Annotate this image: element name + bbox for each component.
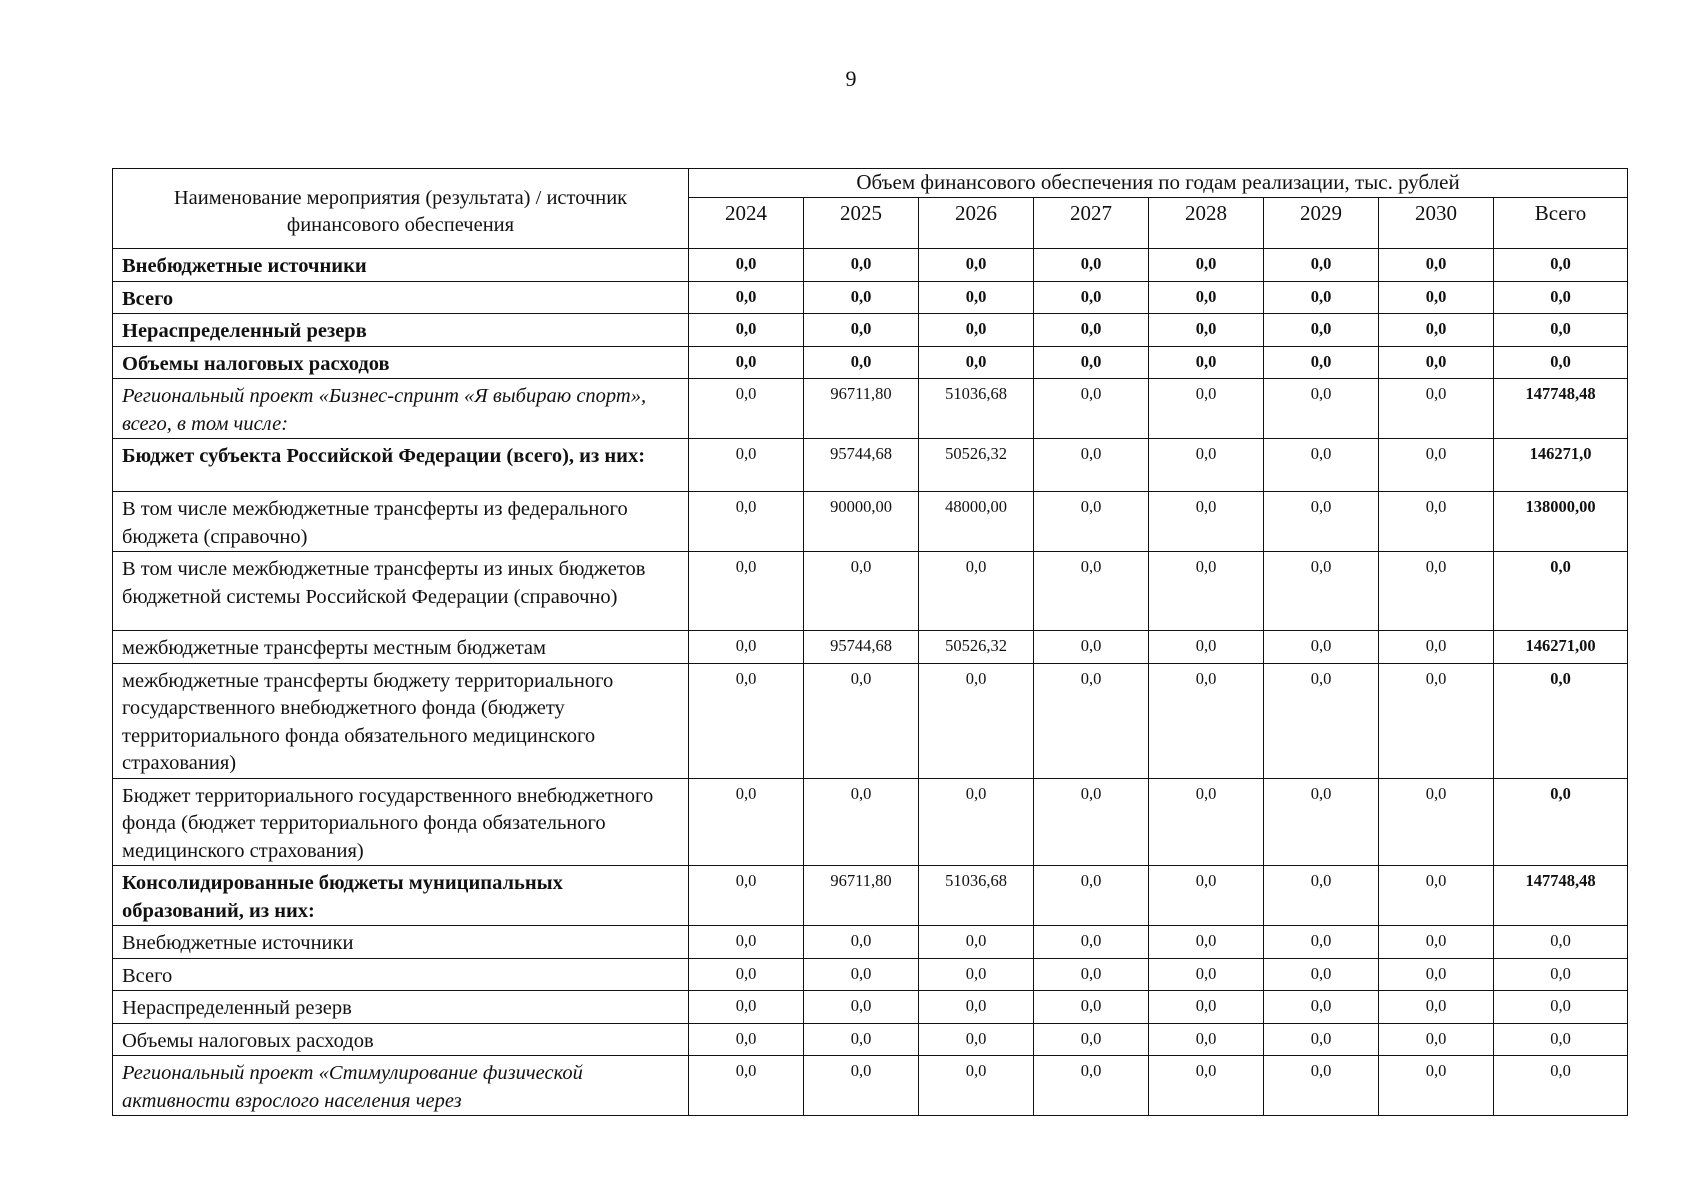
- row-value-cell: 0,0: [1264, 631, 1379, 664]
- row-value-cell: 0,0: [1034, 926, 1149, 959]
- row-value-cell: 0,0: [1379, 663, 1494, 778]
- table-row: [113, 958, 1628, 991]
- table-body: [113, 249, 1628, 1116]
- row-value-cell: 0,0: [1264, 346, 1379, 379]
- row-value-cell: 0,0: [804, 249, 919, 282]
- row-value-cell: 0,0: [1379, 552, 1494, 631]
- row-value-cell: 0,0: [689, 314, 804, 347]
- row-value-cell: 0,0: [689, 379, 804, 439]
- row-value-cell: 0,0: [689, 631, 804, 664]
- row-value-cell: 0,0: [1264, 552, 1379, 631]
- table-row: [113, 778, 1628, 866]
- row-name: Внебюджетные источники: [113, 249, 689, 282]
- row-total-cell: 138000,00: [1494, 492, 1628, 552]
- row-value-cell: 0,0: [1264, 958, 1379, 991]
- row-value-cell: 0,0: [804, 346, 919, 379]
- row-value-cell: 0,0: [689, 926, 804, 959]
- row-value-cell: 0,0: [1264, 866, 1379, 926]
- row-value-cell: 0,0: [919, 314, 1034, 347]
- table-row: [113, 552, 1628, 631]
- row-value-cell: 0,0: [1034, 346, 1149, 379]
- row-value-cell: 51036,68: [919, 379, 1034, 439]
- row-value-cell: 0,0: [689, 958, 804, 991]
- row-value-cell: 0,0: [1264, 1056, 1379, 1116]
- row-value-cell: 0,0: [689, 866, 804, 926]
- table-row: [113, 439, 1628, 492]
- row-value-cell: 0,0: [1034, 631, 1149, 664]
- row-value-cell: 0,0: [1034, 314, 1149, 347]
- row-name: Объемы налоговых расходов: [113, 346, 689, 379]
- row-value-cell: 0,0: [1149, 991, 1264, 1024]
- table-header: [113, 169, 1628, 249]
- row-value-cell: 0,0: [689, 778, 804, 866]
- row-total-cell: 0,0: [1494, 926, 1628, 959]
- financing-table: [112, 168, 1628, 1116]
- row-value-cell: 0,0: [1149, 552, 1264, 631]
- row-value-cell: 50526,32: [919, 439, 1034, 492]
- row-value-cell: 0,0: [1379, 379, 1494, 439]
- row-value-cell: 0,0: [1034, 439, 1149, 492]
- row-value-cell: 0,0: [1149, 346, 1264, 379]
- header-year: 2024: [689, 198, 804, 249]
- row-total-cell: 0,0: [1494, 552, 1628, 631]
- row-value-cell: 0,0: [689, 346, 804, 379]
- row-value-cell: 0,0: [804, 314, 919, 347]
- row-value-cell: 0,0: [1149, 1023, 1264, 1056]
- row-total-cell: 0,0: [1494, 958, 1628, 991]
- row-total-cell: 147748,48: [1494, 866, 1628, 926]
- row-value-cell: 0,0: [689, 663, 804, 778]
- row-value-cell: 0,0: [1264, 439, 1379, 492]
- row-value-cell: 0,0: [1149, 281, 1264, 314]
- row-value-cell: 0,0: [1264, 1023, 1379, 1056]
- row-value-cell: 0,0: [1379, 439, 1494, 492]
- row-value-cell: 0,0: [1149, 631, 1264, 664]
- row-value-cell: 0,0: [1034, 281, 1149, 314]
- row-value-cell: 0,0: [1034, 958, 1149, 991]
- row-name: Внебюджетные источники: [113, 926, 689, 959]
- page-number: 9: [845, 66, 857, 91]
- row-name: межбюджетные трансферты местным бюджетам: [113, 631, 689, 664]
- row-value-cell: 0,0: [1034, 663, 1149, 778]
- row-value-cell: 0,0: [1379, 1023, 1494, 1056]
- header-year: 2027: [1034, 198, 1149, 249]
- row-value-cell: 51036,68: [919, 866, 1034, 926]
- row-total-cell: 0,0: [1494, 346, 1628, 379]
- row-name: Бюджет субъекта Российской Федерации (всего), из них:: [113, 439, 689, 492]
- row-value-cell: 0,0: [1264, 281, 1379, 314]
- row-name: Нераспределенный резерв: [113, 991, 689, 1024]
- row-value-cell: 0,0: [1149, 1056, 1264, 1116]
- row-name: Всего: [113, 281, 689, 314]
- header-total: Всего: [1494, 198, 1628, 249]
- row-value-cell: 0,0: [689, 552, 804, 631]
- row-total-cell: 146271,0: [1494, 439, 1628, 492]
- row-value-cell: 0,0: [1264, 991, 1379, 1024]
- row-value-cell: 0,0: [804, 1056, 919, 1116]
- header-year: 2025: [804, 198, 919, 249]
- row-value-cell: 0,0: [1149, 926, 1264, 959]
- row-value-cell: 0,0: [1379, 991, 1494, 1024]
- row-value-cell: 0,0: [689, 249, 804, 282]
- row-total-cell: 0,0: [1494, 663, 1628, 778]
- row-value-cell: 0,0: [1264, 492, 1379, 552]
- row-value-cell: 96711,80: [804, 379, 919, 439]
- row-value-cell: 0,0: [689, 281, 804, 314]
- row-value-cell: 0,0: [1034, 866, 1149, 926]
- row-value-cell: 0,0: [1264, 926, 1379, 959]
- row-value-cell: 0,0: [804, 926, 919, 959]
- row-value-cell: 0,0: [804, 281, 919, 314]
- row-value-cell: 0,0: [1149, 663, 1264, 778]
- row-total-cell: 0,0: [1494, 281, 1628, 314]
- row-value-cell: 50526,32: [919, 631, 1034, 664]
- row-total-cell: 0,0: [1494, 778, 1628, 866]
- row-value-cell: 96711,80: [804, 866, 919, 926]
- row-value-cell: 0,0: [919, 958, 1034, 991]
- row-total-cell: 147748,48: [1494, 379, 1628, 439]
- row-name: Региональный проект «Стимулирование физической активности взрослого населения через: [113, 1056, 689, 1116]
- row-value-cell: 0,0: [1034, 492, 1149, 552]
- table-row: [113, 1056, 1628, 1116]
- row-value-cell: 0,0: [1149, 249, 1264, 282]
- table-row: [113, 314, 1628, 347]
- row-value-cell: 0,0: [1034, 778, 1149, 866]
- row-value-cell: 0,0: [1034, 552, 1149, 631]
- table-row: [113, 631, 1628, 664]
- row-value-cell: 0,0: [919, 249, 1034, 282]
- row-value-cell: 0,0: [1379, 492, 1494, 552]
- row-value-cell: 0,0: [1379, 281, 1494, 314]
- row-value-cell: 0,0: [919, 926, 1034, 959]
- row-value-cell: 0,0: [919, 1056, 1034, 1116]
- row-total-cell: 0,0: [1494, 1023, 1628, 1056]
- row-value-cell: 0,0: [1264, 249, 1379, 282]
- row-value-cell: 0,0: [1149, 492, 1264, 552]
- row-name: Консолидированные бюджеты муниципальных образований, из них:: [113, 866, 689, 926]
- row-value-cell: 0,0: [1264, 314, 1379, 347]
- row-value-cell: 0,0: [1149, 379, 1264, 439]
- row-name: Региональный проект «Бизнес-спринт «Я выбираю спорт», всего, в том числе:: [113, 379, 689, 439]
- row-value-cell: 0,0: [1264, 379, 1379, 439]
- row-name: Всего: [113, 958, 689, 991]
- row-name: Бюджет территориального государственного внебюджетного фонда (бюджет территориального фонда обязательного медицинского страхования): [113, 778, 689, 866]
- table-row: [113, 281, 1628, 314]
- row-total-cell: 0,0: [1494, 1056, 1628, 1116]
- header-name-column: Наименование мероприятия (результата) / источник финансового обеспечения: [113, 169, 689, 249]
- table-row: [113, 663, 1628, 778]
- table-row: [113, 492, 1628, 552]
- row-value-cell: 0,0: [1379, 1056, 1494, 1116]
- row-value-cell: 0,0: [1034, 1056, 1149, 1116]
- row-value-cell: 0,0: [1034, 379, 1149, 439]
- row-value-cell: 0,0: [1379, 958, 1494, 991]
- row-value-cell: 0,0: [1149, 778, 1264, 866]
- row-value-cell: 0,0: [804, 778, 919, 866]
- row-name: межбюджетные трансферты бюджету территориального государственного внебюджетного фонда (бюджету территориального фонда обязательного медицинского страхования): [113, 663, 689, 778]
- row-total-cell: 0,0: [1494, 991, 1628, 1024]
- row-value-cell: 0,0: [919, 778, 1034, 866]
- header-financing-group: Объем финансового обеспечения по годам реализации, тыс. рублей: [689, 169, 1628, 198]
- row-value-cell: 0,0: [919, 663, 1034, 778]
- row-value-cell: 95744,68: [804, 439, 919, 492]
- row-value-cell: 0,0: [1264, 778, 1379, 866]
- row-total-cell: 0,0: [1494, 249, 1628, 282]
- row-value-cell: 0,0: [1379, 631, 1494, 664]
- row-value-cell: 0,0: [689, 492, 804, 552]
- row-value-cell: 0,0: [804, 991, 919, 1024]
- row-value-cell: 48000,00: [919, 492, 1034, 552]
- row-value-cell: 0,0: [919, 991, 1034, 1024]
- row-value-cell: 0,0: [1379, 346, 1494, 379]
- table-row: [113, 926, 1628, 959]
- row-value-cell: 0,0: [1034, 1023, 1149, 1056]
- row-total-cell: 0,0: [1494, 314, 1628, 347]
- row-value-cell: 0,0: [1149, 314, 1264, 347]
- row-name: В том числе межбюджетные трансферты из федерального бюджета (справочно): [113, 492, 689, 552]
- row-value-cell: 0,0: [919, 281, 1034, 314]
- row-value-cell: 90000,00: [804, 492, 919, 552]
- row-value-cell: 0,0: [689, 991, 804, 1024]
- row-value-cell: 0,0: [689, 1056, 804, 1116]
- header-year: 2028: [1149, 198, 1264, 249]
- table-row: [113, 249, 1628, 282]
- row-value-cell: 0,0: [804, 1023, 919, 1056]
- row-value-cell: 0,0: [804, 663, 919, 778]
- row-value-cell: 0,0: [919, 1023, 1034, 1056]
- row-value-cell: 0,0: [1149, 866, 1264, 926]
- row-value-cell: 0,0: [804, 552, 919, 631]
- header-year: 2030: [1379, 198, 1494, 249]
- row-value-cell: 0,0: [919, 552, 1034, 631]
- row-value-cell: 0,0: [689, 1023, 804, 1056]
- row-value-cell: 0,0: [1149, 958, 1264, 991]
- row-value-cell: 95744,68: [804, 631, 919, 664]
- row-total-cell: 146271,00: [1494, 631, 1628, 664]
- row-value-cell: 0,0: [1379, 866, 1494, 926]
- header-year: 2026: [919, 198, 1034, 249]
- row-value-cell: 0,0: [1379, 926, 1494, 959]
- table-row: [113, 991, 1628, 1024]
- row-value-cell: 0,0: [804, 958, 919, 991]
- row-value-cell: 0,0: [1149, 439, 1264, 492]
- row-value-cell: 0,0: [1264, 663, 1379, 778]
- row-name: Нераспределенный резерв: [113, 314, 689, 347]
- table-row: [113, 379, 1628, 439]
- header-year: 2029: [1264, 198, 1379, 249]
- row-value-cell: 0,0: [1379, 249, 1494, 282]
- row-name: В том числе межбюджетные трансферты из иных бюджетов бюджетной системы Российской Федерации (справочно): [113, 552, 689, 631]
- row-value-cell: 0,0: [1034, 991, 1149, 1024]
- row-name: Объемы налоговых расходов: [113, 1023, 689, 1056]
- table-row: [113, 1023, 1628, 1056]
- row-value-cell: 0,0: [689, 439, 804, 492]
- row-value-cell: 0,0: [1034, 249, 1149, 282]
- row-value-cell: 0,0: [1379, 778, 1494, 866]
- table-row: [113, 346, 1628, 379]
- table-row: [113, 866, 1628, 926]
- row-value-cell: 0,0: [919, 346, 1034, 379]
- row-value-cell: 0,0: [1379, 314, 1494, 347]
